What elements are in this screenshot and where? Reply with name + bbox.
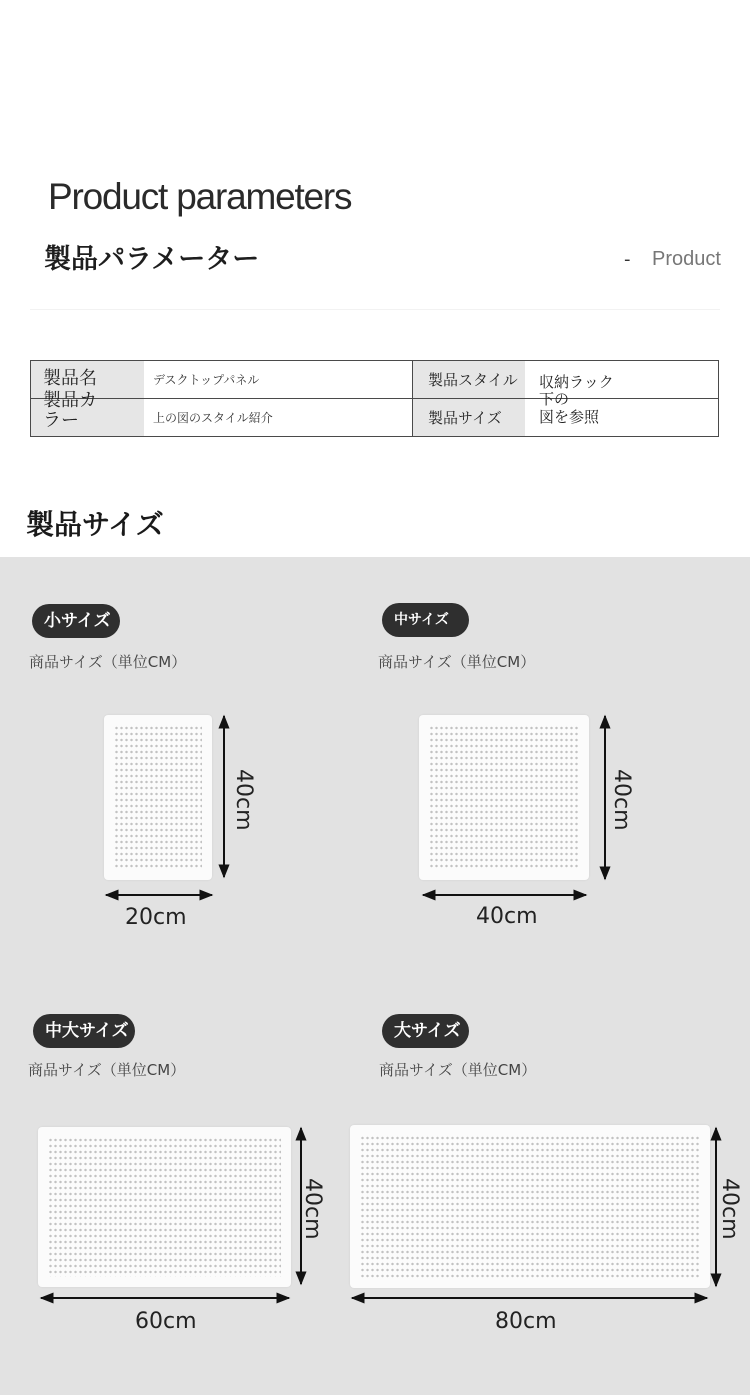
size-section-title: 製品サイズ	[26, 508, 164, 541]
dim-medium-height: 40cm	[609, 769, 634, 831]
title-japanese: 製品パラメーター	[44, 244, 260, 275]
size-badge-large: 大サイズ	[382, 1014, 469, 1048]
dim-large-width: 80cm	[495, 1309, 557, 1334]
dim-small-height: 40cm	[231, 769, 256, 831]
unit-label: 商品サイズ（単位CM）	[378, 653, 536, 671]
dim-medium-width: 40cm	[476, 904, 538, 929]
spec-value-product-name: デスクトップパネル	[153, 373, 260, 387]
panel-small-image	[104, 715, 212, 880]
panel-medium-large-image	[38, 1127, 291, 1287]
spec-value-product-color: 上の図のスタイル紹介	[153, 411, 273, 425]
unit-label: 商品サイズ（単位CM）	[29, 653, 187, 671]
spec-label-product-style: 製品スタイル	[428, 371, 518, 389]
title-dash: -	[624, 249, 631, 270]
spec-label-product-name: 製品名	[43, 368, 97, 389]
unit-label: 商品サイズ（単位CM）	[379, 1061, 537, 1079]
dim-large-height: 40cm	[717, 1178, 742, 1240]
dim-small-width: 20cm	[125, 905, 187, 930]
dim-medium-large-height: 40cm	[300, 1178, 325, 1240]
spec-label-product-color: 製品カラー	[43, 390, 97, 431]
title-tag: Product	[652, 248, 721, 270]
spec-value-product-size: 図を参照	[539, 408, 600, 426]
size-badge-medium: 中サイズ	[382, 603, 469, 637]
header-divider	[30, 309, 720, 310]
size-badge-medium-large: 中大サイズ	[33, 1014, 135, 1048]
spec-label-product-size: 製品サイズ	[428, 409, 502, 427]
spec-table	[30, 360, 719, 437]
unit-label: 商品サイズ（単位CM）	[28, 1061, 186, 1079]
size-badge-small: 小サイズ	[32, 604, 120, 638]
panel-medium-image	[419, 715, 589, 880]
column-divider	[412, 361, 413, 436]
dim-medium-large-width: 60cm	[135, 1309, 197, 1334]
spec-value-product-style: 収納ラック 下の	[539, 373, 614, 408]
panel-large-image	[350, 1125, 710, 1288]
title-english: Product parameters	[48, 176, 352, 217]
